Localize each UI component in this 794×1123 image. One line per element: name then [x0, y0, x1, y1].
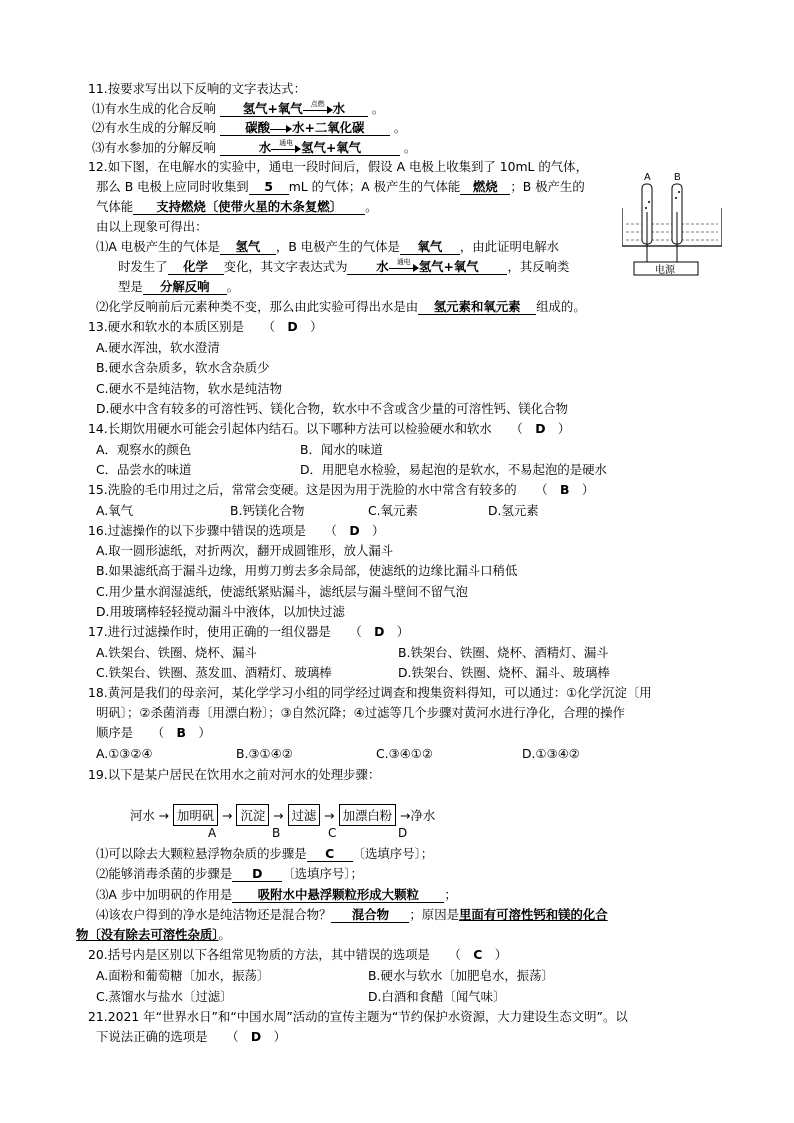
q19-sub2: ⑵能够消毒杀菌的步骤是 D 〔选填序号〕； [96, 866, 363, 881]
q11-stem: 11.按要求写出以下反响的文字表达式： [88, 81, 306, 96]
q15-option-d: D.氢元素 [488, 503, 539, 518]
q13-option-c: C.硬水不是纯洁物，软水是纯洁物 [96, 381, 283, 396]
q18-line3: 顺序是 （ B ） [96, 725, 211, 740]
q20-option-d: D.白酒和食醋〔闻气味〕 [368, 989, 506, 1004]
q13-option-b: B.硬水含杂质多，软水含杂质少 [96, 360, 270, 375]
q17-option-c: C.铁架台、铁圈、蒸发皿、酒精灯、玻璃棒 [96, 665, 332, 680]
q11-answer2: 碳酸 水+二氧化碳 [220, 120, 390, 136]
reaction-arrow-icon: 点燃 [303, 105, 333, 115]
q11-answer3: 水 通电 氢气+氧气 [220, 140, 400, 156]
q11-sub2: ⑵有水生成的分解反响 碳酸 水+二氧化碳 。 [92, 120, 407, 135]
flow-label-a: A [208, 826, 217, 840]
q11-sub3: ⑶有水参加的分解反响 水 通电 氢气+氧气 。 [92, 138, 417, 155]
q18-line1: 18.黄河是我们的母亲河，某化学学习小组的同学经过调查和搜集资料得知，可以通过：①化学沉淀〔用 [88, 685, 652, 700]
flow-step-c: 过滤 [288, 804, 321, 826]
q14-option-d: D．用肥皂水检验，易起泡的是软水，不易起泡的是硬水 [300, 462, 607, 477]
q12-line5: ⑴A 电极产生的气体是 氢气 ，B 电极产生的气体是 氧气 ，由此证明电解水 [96, 239, 560, 254]
q15-stem: 15.洗脸的毛巾用过之后，常常会变硬。这是因为用于洗脸的水中常含有较多的 （ B ） [88, 482, 595, 497]
power-source-label: 电源 [655, 265, 675, 276]
reaction-arrow-icon [270, 124, 292, 134]
q21-line2: 下说法正确的选项是 （ D ） [96, 1029, 286, 1044]
q15-option-a: A.氧气 [96, 503, 133, 518]
q18-line2: 明矾〕；②杀菌消毒〔用漂白粉〕；③自然沉降；④过滤等几个步骤对黄河水进行净化，合理的操作 [96, 705, 625, 720]
reaction-arrow-icon: 通电 [271, 144, 301, 154]
q13-option-d: D.硬水中含有较多的可溶性钙、镁化合物，软水中不含或含少量的可溶性钙、镁化合物 [96, 401, 568, 416]
q18-option-c: C.③④①② [376, 746, 434, 761]
flow-label-d: D [398, 826, 408, 840]
tube-a-label: A [644, 172, 651, 183]
q12-line2: 那么 B 电极上应同时收集到 5 mL 的气体；A 极产生的气体能 燃烧 ；B 极产生的 [96, 179, 585, 194]
q20-option-a: A.面粉和葡萄糖〔加水，振荡〕 [96, 968, 270, 983]
flow-end: 净水 [410, 808, 436, 823]
reaction-arrow-icon: 通电 [389, 263, 419, 273]
q17-option-a: A.铁架台、铁圈、烧杯、漏斗 [96, 645, 257, 660]
electrolysis-apparatus [622, 168, 722, 276]
q17-option-d: D.铁架台、铁圈、烧杯、漏斗、玻璃棒 [398, 665, 610, 680]
flow-label-c: C [328, 826, 337, 840]
q14-option-c: C．品尝水的味道 [96, 462, 192, 477]
q18-option-a: A.①③②④ [96, 746, 153, 761]
flow-step-a: 加明矾 [173, 804, 218, 826]
q12-line1: 12.如下图，在电解水的实验中，通电一段时间后，假设 A 电极上收集到了 10mL 的气体， [88, 159, 588, 174]
q14-stem: 14.长期饮用硬水可能会引起体内结石。以下哪种方法可以检验硬水和软水 （ D ） [88, 421, 571, 436]
q19-sub1: ⑴可以除去大颗粒悬浮物杂质的步骤是 C 〔选填序号〕； [96, 846, 434, 861]
flow-step-d: 加漂白粉 [339, 804, 397, 826]
q12-line8: ⑵化学反响前后元素种类不变，那么由此实验可得出水是由 氢元素和氧元素 组成的。 [96, 299, 586, 314]
q11-answer1: 氢气+氧气 点燃 水 [220, 101, 368, 117]
flow-step-b: 沉淀 [236, 804, 269, 826]
q16-option-a: A.取一圆形滤纸，对折两次，翻开成圆锥形，放人漏斗 [96, 543, 394, 558]
water-treatment-flow: 河水 → 加明矾 → 沉淀 → 过滤 → 加漂白粉 →净水 [130, 804, 435, 826]
electrolysis-diagram-icon [622, 168, 722, 276]
q18-option-d: D.①③④② [522, 746, 580, 761]
q16-stem: 16.过滤操作的以下步骤中错误的选项是 （ D ） [88, 523, 385, 538]
q16-option-b: B.如果滤纸高于漏斗边缘，用剪刀剪去多余局部，使滤纸的边缘比漏斗口稍低 [96, 563, 518, 578]
q14-option-a: A．观察水的颜色 [96, 442, 192, 457]
q15-option-b: B.钙镁化合物 [230, 503, 305, 518]
q15-option-c: C.氧元素 [368, 503, 418, 518]
flow-label-b: B [272, 826, 281, 840]
q19-sub4: ⑷该农户得到的净水是纯洁物还是混合物？ 混合物 ；原因是里面有可溶性钙和镁的化合 [96, 907, 608, 922]
tube-b-label: B [674, 172, 681, 183]
q17-stem: 17.进行过滤操作时，使用正确的一组仪器是 （ D ） [88, 624, 410, 639]
q20-stem: 20.括号内是区别以下各组常见物质的方法，其中错误的选项是 （ C ） [88, 947, 508, 962]
q13-option-a: A.硬水浑浊，软水澄清 [96, 340, 220, 355]
q19-sub3: ⑶A 步中加明矾的作用是 吸附水中悬浮颗粒形成大颗粒 ； [96, 887, 457, 902]
q17-option-b: B.铁架台、铁圈、烧杯、酒精灯、漏斗 [398, 645, 609, 660]
q16-option-d: D.用玻璃棒轻轻搅动漏斗中液体，以加快过滤 [96, 604, 345, 619]
q11-sub1: ⑴有水生成的化合反响 氢气+氧气 点燃 水 。 [92, 99, 385, 116]
q13-stem: 13.硬水和软水的本质区别是 （ D ） [88, 319, 323, 334]
q12-line3: 气体能 支持燃烧〔使带火星的木条复燃〕 。 [96, 199, 378, 214]
q14-option-b: B．闻水的味道 [300, 442, 383, 457]
q19-sub4-line2: 物〔没有除去可溶性杂质〕。 [76, 927, 231, 942]
q21-line1: 21.2021 年“世界水日”和“中国水周”活动的宣传主题为“节约保护水资源，大力建设生态文明”。以 [88, 1009, 628, 1024]
q16-option-c: C.用少量水润湿滤纸，使滤纸紧贴漏斗，滤纸层与漏斗壁间不留气泡 [96, 584, 468, 599]
q20-option-b: B.硬水与软水〔加肥皂水，振荡〕 [368, 968, 554, 983]
q19-stem: 19.以下是某户居民在饮用水之前对河水的处理步骤： [88, 767, 381, 782]
q12-line6: 时发生了 化学 变化，其文字表达式为 水 通电 氢气+氧气 ，其反响类 [118, 257, 570, 274]
q12-line7: 型是 分解反响 。 [118, 279, 240, 294]
q12-line4: 由以上现象可得出： [96, 219, 208, 234]
q20-option-c: C.蒸馏水与盐水〔过滤〕 [96, 989, 233, 1004]
q18-option-b: B.③①④② [236, 746, 293, 761]
flow-start: 河水 [130, 808, 155, 823]
